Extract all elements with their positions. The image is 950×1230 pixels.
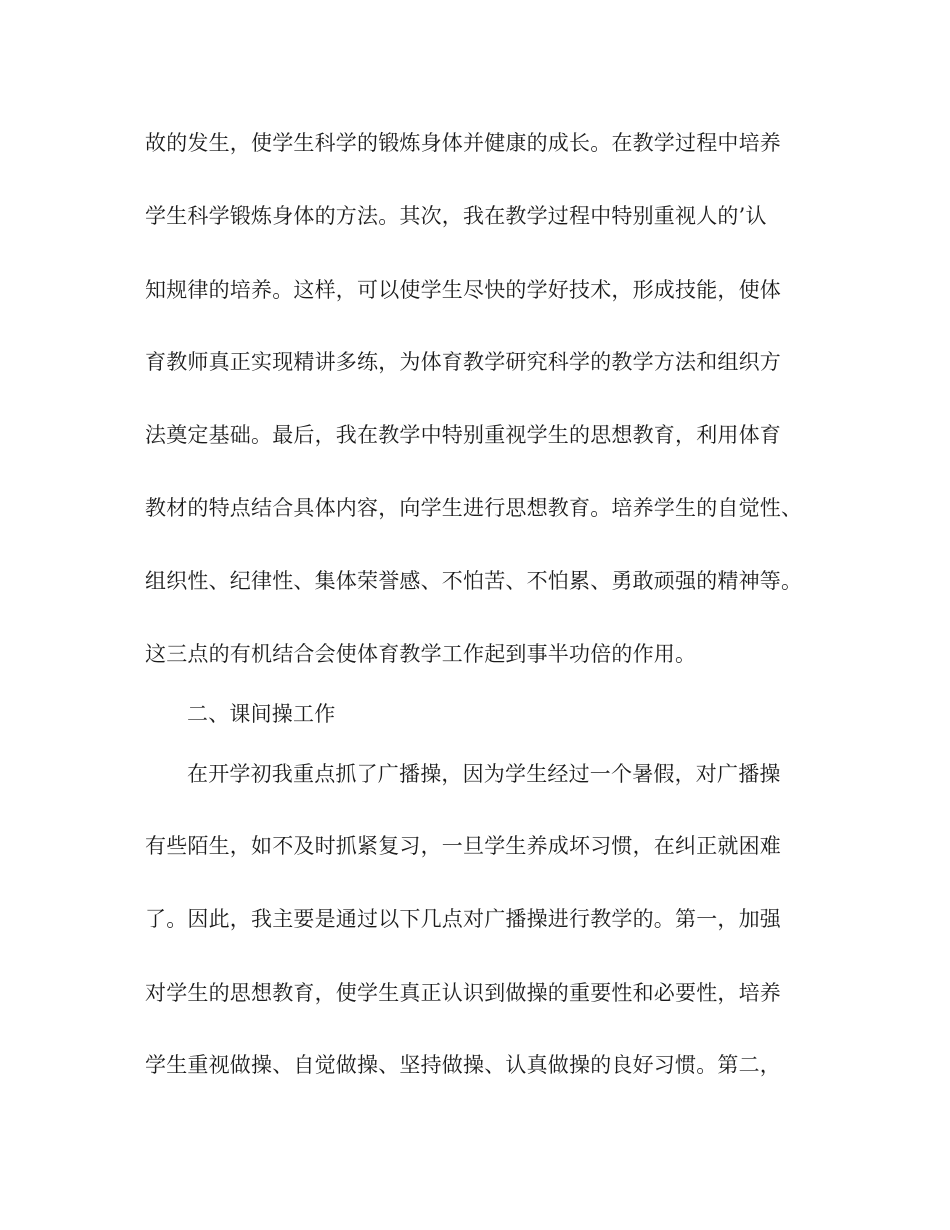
paragraph-line: 学生重视做操、自觉做操、坚持做操、认真做操的良好习惯。第二， (145, 1053, 781, 1077)
paragraph-line: 有些陌生，如不及时抓紧复习，一旦学生养成坏习惯，在纠正就困难 (145, 834, 781, 858)
paragraph-line: 育教师真正实现精讲多练，为体育教学研究科学的教学方法和组织方 (145, 350, 781, 374)
paragraph-line: 法奠定基础。最后，我在教学中特别重视学生的思想教育，利用体育 (145, 423, 781, 447)
paragraph-line: 教材的特点结合具体内容，向学生进行思想教育。培养学生的自觉性、 (145, 496, 803, 520)
paragraph-line: 在开学初我重点抓了广播操，因为学生经过一个暑假，对广播操 (187, 762, 781, 786)
paragraph-line: 这三点的有机结合会使体育教学工作起到事半功倍的作用。 (145, 642, 697, 666)
paragraph-line: 知规律的培养。这样，可以使学生尽快的学好技术，形成技能，使体 (145, 278, 781, 302)
paragraph-line: 故的发生，使学生科学的锻炼身体并健康的成长。在教学过程中培养 (145, 131, 781, 155)
section-heading: 二、课间操工作 (187, 702, 336, 726)
paragraph-line: 对学生的思想教育，使学生真正认识到做操的重要性和必要性，培养 (145, 981, 781, 1005)
paragraph-line: 学生科学锻炼身体的方法。其次，我在教学过程中特别重视人的’认 (145, 204, 767, 228)
paragraph-line: 了。因此，我主要是通过以下几点对广播操进行教学的。第一，加强 (145, 907, 781, 931)
paragraph-line: 组织性、纪律性、集体荣誉感、不怕苦、不怕累、勇敢顽强的精神等。 (145, 569, 803, 593)
